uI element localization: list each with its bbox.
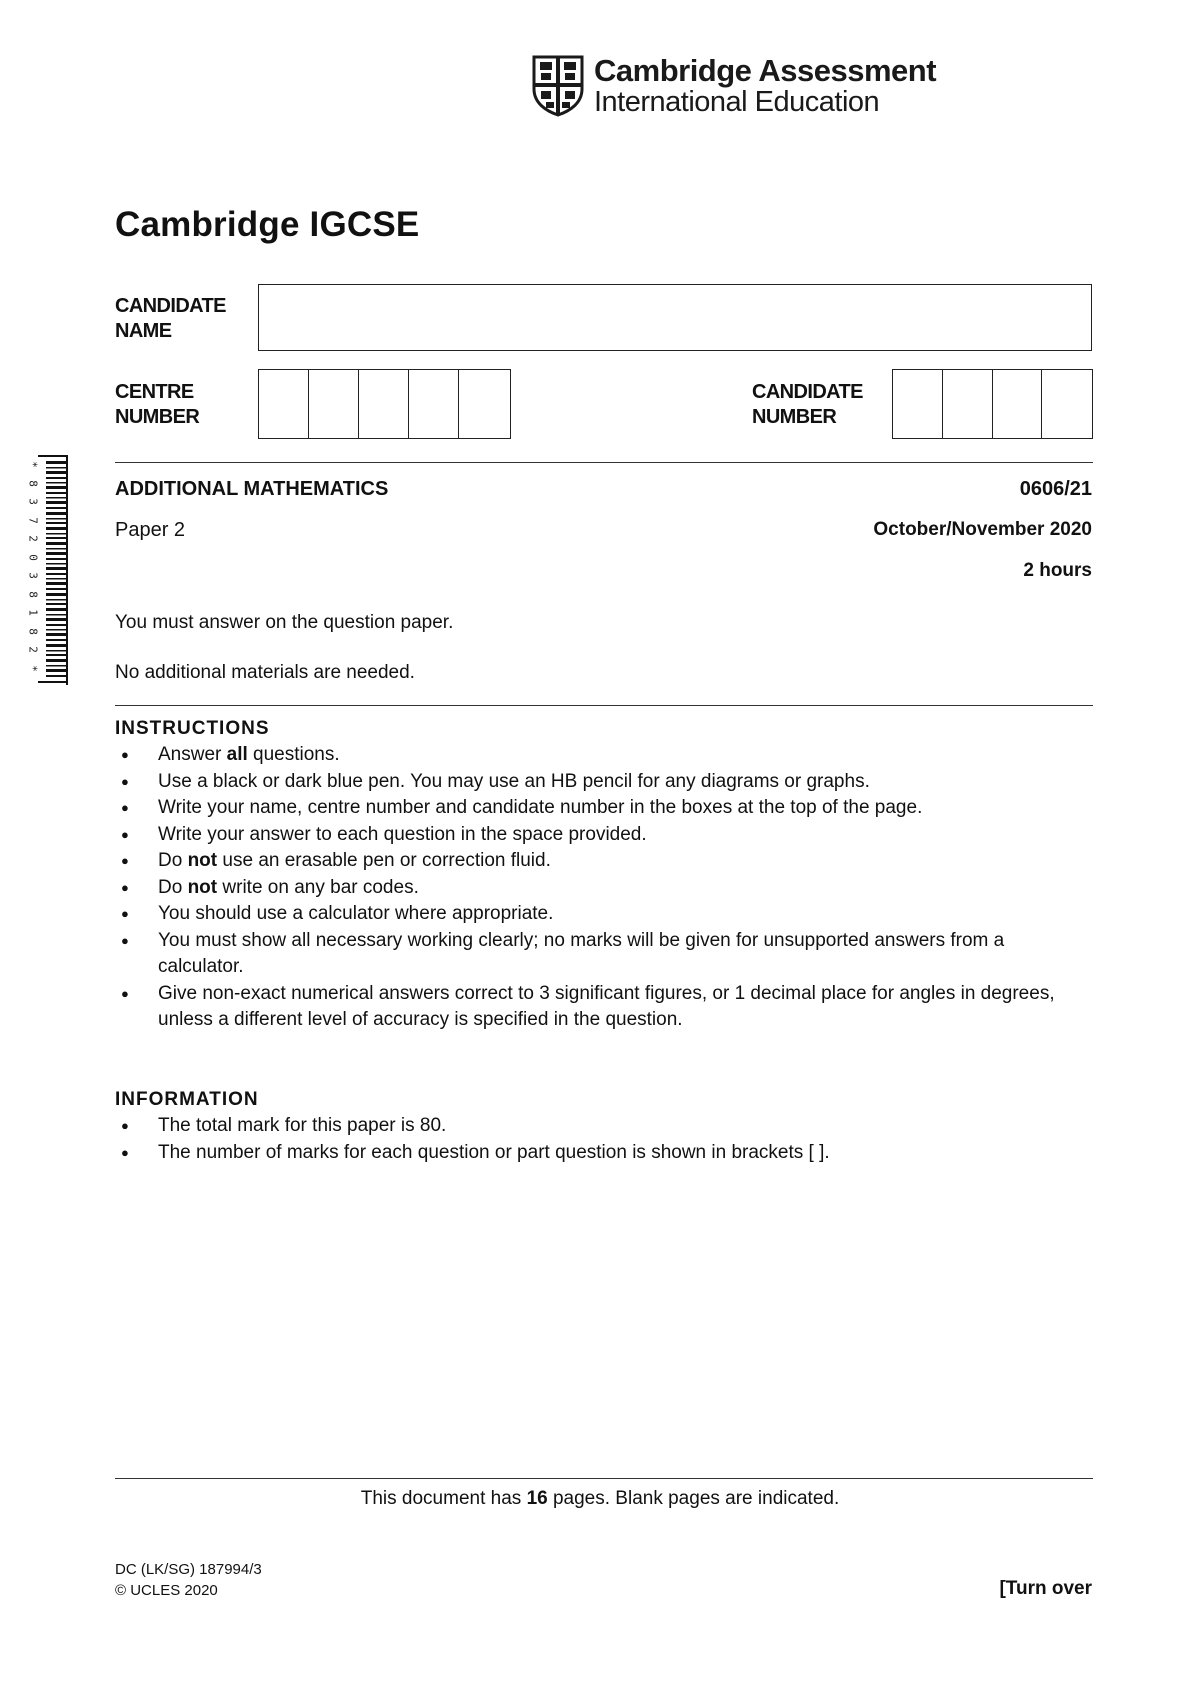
turn-over-label: [Turn over xyxy=(999,1578,1092,1599)
candidate-digit-box[interactable] xyxy=(893,370,943,438)
divider xyxy=(115,462,1093,463)
copyright-notice: © UCLES 2020 xyxy=(115,1582,218,1599)
paper-number: Paper 2 xyxy=(115,519,186,541)
candidate-digit-box[interactable] xyxy=(943,370,993,438)
instructions-heading: INSTRUCTIONS xyxy=(115,718,270,739)
centre-digit-box[interactable] xyxy=(359,370,409,438)
bullet-item: ● Write your name, centre number and candidate number in the boxes at the top of the page. xyxy=(115,795,1095,822)
footer-reference xyxy=(115,1559,262,1601)
centre-digit-box[interactable] xyxy=(259,370,309,438)
bullet-item: ● Do not use an erasable pen or correction fluid. xyxy=(115,848,1095,875)
subject-title: ADDITIONAL MATHEMATICS xyxy=(115,478,389,500)
candidate-digit-box[interactable] xyxy=(1042,370,1092,438)
bullet-item: ● You must show all necessary working clearly; no marks will be given for unsupported answers from a calculator. xyxy=(115,928,1095,981)
centre-digit-box[interactable] xyxy=(309,370,359,438)
divider xyxy=(115,705,1093,706)
barcode-digit: 8 xyxy=(26,590,40,598)
bullet-item: ● Use a black or dark blue pen. You may use an HB pencil for any diagrams or graphs. xyxy=(115,769,1095,796)
logo-line-1: Cambridge Assessment xyxy=(594,52,937,88)
centre-number-boxes xyxy=(258,369,511,439)
document-reference: DC (LK/SG) 187994/3 xyxy=(115,1561,262,1578)
bullet-item: ● The number of marks for each question or part question is shown in brackets [ ]. xyxy=(115,1140,1095,1167)
bullet-item: ● Answer all questions. xyxy=(115,742,1095,769)
divider xyxy=(115,1478,1093,1479)
barcode-digit: 8 xyxy=(26,627,40,635)
candidate-name-field[interactable] xyxy=(258,284,1092,351)
logo-line-2: International Education xyxy=(594,86,880,119)
barcode-digit: 2 xyxy=(26,646,40,653)
barcode-digit: 0 xyxy=(26,553,40,561)
answer-note: You must answer on the question paper. xyxy=(115,612,454,633)
barcode-digit: 1 xyxy=(26,609,40,616)
exam-duration: 2 hours xyxy=(1023,560,1092,581)
centre-number-label: CENTRE NUMBER xyxy=(115,381,200,428)
crest-icon xyxy=(532,55,584,117)
barcode-digit: 3 xyxy=(26,572,40,579)
barcode-digit-column xyxy=(26,458,38,680)
candidate-digit-box[interactable] xyxy=(993,370,1043,438)
bullet-item: ● The total mark for this paper is 80. xyxy=(115,1113,1095,1140)
bullet-item: ● Give non-exact numerical answers correct to 3 significant figures, or 1 decimal place for angles in degrees, unless a different level of accuracy is specified in the question. xyxy=(115,981,1095,1034)
document-title: Cambridge IGCSE xyxy=(115,205,420,244)
barcode-digit: 8 xyxy=(26,479,40,487)
centre-digit-box[interactable] xyxy=(409,370,459,438)
barcode-digit: 2 xyxy=(26,535,40,542)
bullet-item: ● Do not write on any bar codes. xyxy=(115,875,1095,902)
information-heading: INFORMATION xyxy=(115,1089,259,1110)
barcode-digit: * xyxy=(26,461,40,468)
information-list xyxy=(115,1113,1095,1166)
page-count-note: This document has 16 pages. Blank pages are indicated. xyxy=(360,1488,840,1509)
barcode xyxy=(38,455,68,685)
barcode-digit: 3 xyxy=(26,498,40,505)
centre-digit-box[interactable] xyxy=(459,370,509,438)
barcode-digit: 7 xyxy=(26,516,40,524)
paper-code: 0606/21 xyxy=(1019,478,1092,500)
materials-note: No additional materials are needed. xyxy=(115,662,415,683)
instructions-list xyxy=(115,742,1095,1034)
bullet-item: ● Write your answer to each question in the space provided. xyxy=(115,822,1095,849)
bullet-item: ● You should use a calculator where appropriate. xyxy=(115,901,1095,928)
barcode-digit: * xyxy=(26,664,40,672)
candidate-number-boxes xyxy=(892,369,1093,439)
candidate-number-label: CANDIDATE NUMBER xyxy=(752,381,863,428)
cambridge-logo xyxy=(532,50,936,122)
exam-session: October/November 2020 xyxy=(873,519,1092,540)
candidate-name-label: CANDIDATE NAME xyxy=(115,295,226,342)
